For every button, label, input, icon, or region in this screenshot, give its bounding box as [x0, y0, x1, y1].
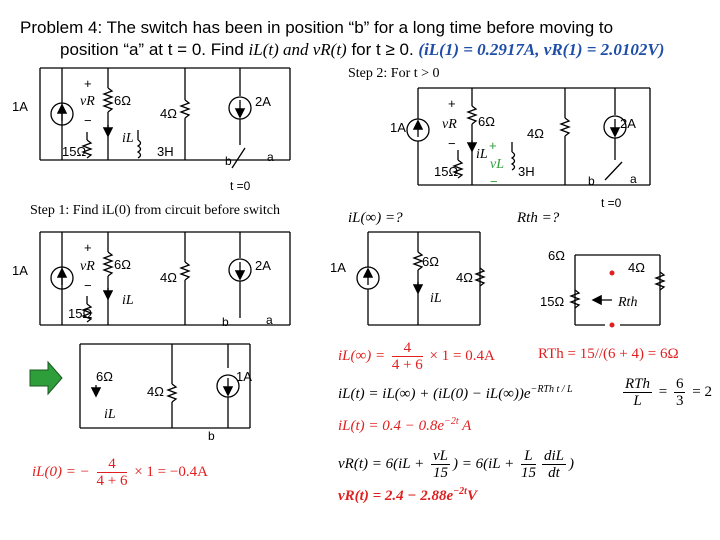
label-plus: +	[84, 76, 92, 91]
eq-vr-den2: 15	[520, 465, 536, 481]
label-iL-2: iL	[476, 147, 488, 162]
eq-vr-num1: vL	[432, 448, 448, 464]
eq-tau-mid: =	[658, 383, 668, 400]
eq-vr-a: vR(t) = 6(iL +	[338, 455, 428, 472]
circuit-step1-labels	[12, 240, 273, 329]
label-t0: t =0	[230, 179, 251, 193]
eq-tau-right: = 2	[692, 383, 712, 400]
label-plus-3: +	[84, 240, 92, 255]
label-minus: −	[84, 113, 92, 128]
eq-ilinf-right: × 1 = 0.4A	[429, 347, 495, 364]
green-arrow-icon	[30, 362, 62, 394]
eq-vr-frac3	[542, 448, 566, 481]
circuit-simplified-labels	[30, 362, 252, 443]
label-iL-4: iL	[104, 407, 116, 422]
eq-tau-den2: 3	[675, 393, 684, 409]
label-6ohm-4: 6Ω	[96, 369, 113, 384]
label-4ohm-4: 4Ω	[147, 384, 164, 399]
label-6ohm-5: 6Ω	[422, 254, 439, 269]
label-switch-a-3: a	[266, 313, 273, 327]
eq-il0-left: iL(0) = −	[32, 463, 90, 480]
step1-label: Step 1: Find iL(0) from circuit before switch	[30, 203, 280, 218]
label-switch-b-3: b	[222, 315, 229, 329]
eq-vr-result-unit: V	[466, 488, 477, 504]
problem-title-line1: Problem 4: The switch has been in position “b” for a long time before moving to	[20, 18, 614, 37]
eq-ilinf-num: 4	[392, 340, 423, 357]
label-iL-5: iL	[430, 291, 442, 306]
label-15ohm-6: 15Ω	[540, 294, 565, 309]
title-prefix: position “a” at t = 0. Find	[60, 40, 249, 59]
label-plus-2: +	[448, 96, 456, 111]
eq-vr-result-main: vR(t) = 2.4 − 2.88e	[338, 488, 454, 504]
label-vL-minus: −	[490, 174, 498, 189]
label-15ohm-3: 15Ω	[68, 306, 93, 321]
eq-ilinf-den: 4 + 6	[391, 357, 423, 373]
eq-vr-result	[338, 486, 477, 505]
eq-il0-den: 4 + 6	[96, 473, 128, 489]
eq-il-result-unit: A	[462, 418, 472, 434]
eq-il0	[32, 456, 208, 489]
label-1A-4: 1A	[236, 369, 252, 384]
eq-vr	[338, 448, 574, 481]
label-4ohm-6: 4Ω	[628, 260, 645, 275]
iL-inf-question: iL(∞) =?	[348, 210, 403, 226]
title-find-expr: iL(t) and vR(t)	[248, 40, 347, 59]
eq-tau-den1: L	[633, 393, 642, 409]
eq-tau-num2: 6	[675, 376, 684, 392]
circuit-original-labels	[12, 76, 274, 193]
label-vL: vL	[490, 157, 504, 172]
label-t0-2: t =0	[601, 196, 622, 210]
label-4ohm-3: 4Ω	[160, 270, 177, 285]
eq-il-result-main: iL(t) = 0.4 − 0.8e	[338, 418, 445, 434]
label-switch-a-2: a	[630, 172, 637, 186]
label-2A: 2A	[255, 94, 271, 109]
label-4ohm-2: 4Ω	[527, 126, 544, 141]
eq-general-main: iL(t) = iL(∞) + (iL(0) − iL(∞))e	[338, 386, 531, 402]
eq-tau-frac2	[674, 376, 686, 409]
eq-il-result	[338, 416, 471, 435]
eq-vr-den1: 15	[432, 465, 448, 481]
eq-vr-mid: ) = 6(iL +	[452, 455, 518, 472]
eq-vr-frac1	[431, 448, 450, 481]
eq-rth: RTh = 15//(6 + 4) = 6Ω	[538, 346, 679, 362]
circuit-rth-labels	[540, 248, 645, 328]
terminal-dot-top	[610, 271, 615, 276]
label-2A-3: 2A	[255, 258, 271, 273]
label-6ohm-2: 6Ω	[478, 114, 495, 129]
label-minus-2: −	[448, 136, 456, 151]
eq-il-result-exp: −2t	[444, 416, 459, 427]
label-3H-2: 3H	[518, 164, 535, 179]
label-switch-b-4: b	[208, 429, 215, 443]
terminal-dot-bottom	[610, 323, 615, 328]
eq-ilinf	[338, 340, 495, 373]
label-2A-2: 2A	[620, 116, 636, 131]
label-iL-3: iL	[122, 293, 134, 308]
eq-vr-result-exp: −2t	[453, 486, 467, 497]
label-3H: 3H	[157, 144, 174, 159]
label-15ohm: 15Ω	[62, 144, 87, 159]
eq-vr-frac2	[521, 448, 536, 481]
label-switch-b: b	[225, 154, 232, 168]
label-vR: vR	[80, 94, 95, 109]
label-1A-5: 1A	[330, 260, 346, 275]
eq-vr-num3: diL	[543, 448, 564, 464]
eq-tau-frac1	[623, 376, 652, 409]
label-minus-3: −	[84, 278, 92, 293]
label-vR-2: vR	[442, 117, 457, 132]
label-4ohm-5: 4Ω	[456, 270, 473, 285]
eq-ilinf-left: iL(∞) =	[338, 347, 386, 364]
step2-label: Step 2: For t > 0	[348, 66, 440, 81]
eq-il0-frac	[97, 456, 128, 489]
eq-vr-end: )	[568, 455, 574, 472]
label-6ohm-6: 6Ω	[548, 248, 565, 263]
label-1A-3: 1A	[12, 263, 28, 278]
rth-question: Rth =?	[517, 210, 560, 226]
label-6ohm-3: 6Ω	[114, 257, 131, 272]
title-given-values: (iL(1) = 0.2917A, vR(1) = 2.0102V)	[418, 40, 665, 59]
label-rth: Rth	[618, 295, 638, 310]
label-vR-3: vR	[80, 259, 95, 274]
eq-il0-num: 4	[97, 456, 128, 473]
label-vL-plus: +	[489, 138, 497, 153]
eq-vr-den3: dt	[548, 465, 560, 481]
title-for: for t ≥ 0.	[346, 40, 419, 59]
label-1A-2: 1A	[390, 120, 406, 135]
label-15ohm-2: 15Ω	[434, 164, 459, 179]
eq-general-exp: −RTh t / L	[530, 384, 573, 395]
label-1A: 1A	[12, 99, 28, 114]
eq-tau-num1: RTh	[625, 376, 651, 392]
circuit-rth	[571, 255, 664, 325]
eq-tau	[620, 376, 712, 409]
label-switch-b-2: b	[588, 174, 595, 188]
label-switch-a: a	[267, 150, 274, 164]
eq-il0-right: × 1 = −0.4A	[134, 463, 208, 480]
eq-general	[338, 384, 573, 403]
eq-ilinf-frac	[392, 340, 423, 373]
eq-vr-num2: L	[521, 448, 536, 465]
label-4ohm: 4Ω	[160, 106, 177, 121]
label-iL: iL	[122, 131, 134, 146]
circuit-il-infinity-labels	[330, 254, 473, 306]
label-6ohm: 6Ω	[114, 93, 131, 108]
